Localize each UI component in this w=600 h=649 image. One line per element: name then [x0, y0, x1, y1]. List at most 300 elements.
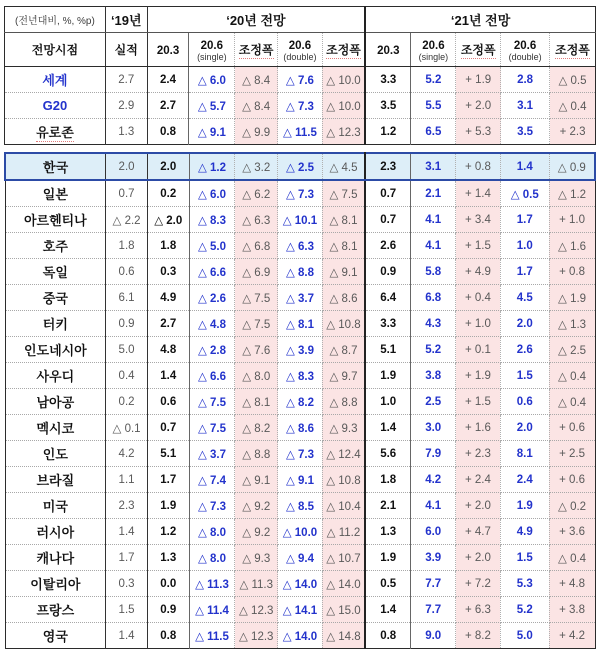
value-cell: 2.3: [106, 493, 148, 519]
value-cell: + 1.5: [456, 389, 501, 415]
value-cell: △ 8.6: [322, 285, 365, 311]
aggregate-rows: [5, 67, 596, 145]
value-cell: △ 11.3: [235, 571, 278, 597]
value-cell: + 0.8: [456, 153, 501, 180]
value-cell: + 0.1: [456, 337, 501, 363]
value-cell: △ 8.2: [235, 415, 278, 441]
col-2021-adjustment-1: 조정폭: [456, 33, 501, 67]
value-cell: 1.5: [500, 363, 549, 389]
value-cell: △ 8.1: [322, 233, 365, 259]
value-cell: △ 1.9: [549, 285, 595, 311]
value-cell: + 4.9: [456, 259, 501, 285]
value-cell: 0.6: [147, 389, 189, 415]
value-cell: 3.5: [501, 119, 550, 145]
row-label: 브라질: [5, 467, 106, 493]
table-row: [5, 259, 595, 285]
row-label: 아르헨티나: [5, 207, 106, 233]
value-cell: 0.7: [106, 180, 148, 207]
value-cell: △ 7.6: [278, 67, 323, 93]
value-cell: 1.9: [365, 363, 411, 389]
section-divider-gap: [4, 145, 596, 152]
value-cell: △ 11.5: [278, 119, 323, 145]
row-label: 한국: [5, 153, 106, 180]
value-cell: 0.8: [147, 119, 189, 145]
value-cell: △ 0.4: [549, 363, 595, 389]
value-cell: △ 7.3: [278, 441, 323, 467]
value-cell: 1.4: [147, 363, 189, 389]
col-2019-actual: 실적: [105, 33, 147, 67]
value-cell: 1.4: [106, 623, 148, 649]
value-cell: 1.4: [365, 597, 411, 623]
value-cell: 8.1: [500, 441, 549, 467]
value-cell: 2.9: [105, 93, 147, 119]
value-cell: 0.9: [365, 259, 411, 285]
value-cell: △ 10.0: [322, 93, 365, 119]
value-cell: △ 6.6: [189, 259, 235, 285]
value-cell: + 3.4: [456, 207, 501, 233]
row-label: 프랑스: [5, 597, 106, 623]
value-cell: 2.1: [411, 180, 456, 207]
value-cell: △ 9.2: [235, 519, 278, 545]
value-cell: △ 8.5: [278, 493, 323, 519]
value-cell: 0.2: [106, 389, 148, 415]
header-row-subcols: [5, 33, 596, 67]
value-cell: △ 3.2: [235, 153, 278, 180]
value-cell: 1.1: [106, 467, 148, 493]
value-cell: 3.8: [411, 363, 456, 389]
value-cell: 2.0: [106, 153, 148, 180]
value-cell: △ 7.6: [235, 337, 278, 363]
value-cell: 0.7: [365, 207, 411, 233]
value-cell: + 2.5: [549, 441, 595, 467]
value-cell: △ 6.8: [235, 233, 278, 259]
value-cell: + 3.6: [549, 519, 595, 545]
value-cell: 5.2: [411, 337, 456, 363]
value-cell: 4.1: [411, 233, 456, 259]
value-cell: 3.3: [365, 311, 411, 337]
value-cell: △ 6.0: [189, 180, 235, 207]
value-cell: △ 6.0: [189, 67, 235, 93]
table-row: [5, 180, 595, 207]
col-2020-june-single: 20.6 (single): [189, 33, 235, 67]
value-cell: △ 7.5: [322, 180, 365, 207]
value-cell: △ 14.8: [322, 623, 365, 649]
value-cell: 3.3: [365, 67, 411, 93]
value-cell: △ 0.5: [500, 180, 549, 207]
value-cell: △ 8.1: [322, 207, 365, 233]
value-cell: 2.8: [501, 67, 550, 93]
value-cell: 3.5: [365, 93, 411, 119]
value-cell: 1.3: [365, 519, 411, 545]
value-cell: 4.1: [411, 207, 456, 233]
value-cell: △ 9.1: [235, 467, 278, 493]
value-cell: 1.2: [365, 119, 411, 145]
value-cell: 1.7: [147, 467, 189, 493]
value-cell: △ 9.1: [322, 259, 365, 285]
value-cell: △ 0.2: [549, 493, 595, 519]
row-label: 러시아: [5, 519, 106, 545]
table-row: [5, 415, 595, 441]
value-cell: 4.5: [500, 285, 549, 311]
col-2020-june-double: 20.6 (double): [278, 33, 323, 67]
value-cell: △ 14.1: [278, 597, 323, 623]
value-cell: 5.5: [411, 93, 456, 119]
value-cell: + 4.2: [549, 623, 595, 649]
value-cell: △ 6.9: [235, 259, 278, 285]
value-cell: 1.2: [147, 519, 189, 545]
value-cell: 4.1: [411, 493, 456, 519]
value-cell: 0.8: [147, 623, 189, 649]
value-cell: 2.0: [500, 415, 549, 441]
value-cell: △ 12.3: [235, 623, 278, 649]
value-cell: △ 8.4: [235, 67, 278, 93]
value-cell: △ 5.7: [189, 93, 235, 119]
table-row: [5, 493, 595, 519]
value-cell: △ 0.4: [549, 545, 595, 571]
value-cell: 2.6: [365, 233, 411, 259]
row-label: 유로존: [5, 119, 106, 145]
value-cell: + 6.3: [456, 597, 501, 623]
value-cell: 0.0: [147, 571, 189, 597]
value-cell: △ 8.2: [278, 389, 323, 415]
value-cell: 7.7: [411, 571, 456, 597]
value-cell: △ 2.5: [549, 337, 595, 363]
value-cell: 4.2: [411, 467, 456, 493]
value-cell: + 1.5: [456, 233, 501, 259]
value-cell: △ 7.5: [235, 285, 278, 311]
table-row: [5, 519, 595, 545]
value-cell: △ 1.3: [549, 311, 595, 337]
value-cell: 4.2: [106, 441, 148, 467]
table-row: [5, 545, 595, 571]
value-cell: 4.9: [147, 285, 189, 311]
value-cell: 3.0: [411, 415, 456, 441]
row-label: 이탈리아: [5, 571, 106, 597]
value-cell: + 1.0: [549, 207, 595, 233]
value-cell: 2.3: [365, 153, 411, 180]
value-cell: △ 7.5: [235, 311, 278, 337]
value-cell: △ 10.8: [322, 311, 365, 337]
value-cell: 5.6: [365, 441, 411, 467]
value-cell: △ 6.3: [278, 233, 323, 259]
value-cell: △ 11.3: [189, 571, 235, 597]
row-label: 세계: [5, 67, 106, 93]
value-cell: 5.8: [411, 259, 456, 285]
value-cell: 3.1: [501, 93, 550, 119]
value-cell: 0.6: [500, 389, 549, 415]
value-cell: △ 7.3: [189, 493, 235, 519]
value-cell: △ 8.8: [235, 441, 278, 467]
value-cell: 1.8: [147, 233, 189, 259]
value-cell: + 1.6: [456, 415, 501, 441]
value-cell: 6.8: [411, 285, 456, 311]
value-cell: △ 10.7: [322, 545, 365, 571]
value-cell: 2.7: [105, 67, 147, 93]
value-cell: △ 7.5: [189, 389, 235, 415]
value-cell: 1.0: [365, 389, 411, 415]
value-cell: 9.0: [411, 623, 456, 649]
table-row: [5, 233, 595, 259]
table-row: [5, 623, 595, 649]
value-cell: + 4.8: [549, 571, 595, 597]
value-cell: 2.0: [500, 311, 549, 337]
value-cell: 7.7: [411, 597, 456, 623]
col-2020-march: 20.3: [147, 33, 189, 67]
value-cell: 1.9: [147, 493, 189, 519]
table-row: [5, 119, 596, 145]
header-row-years: [5, 7, 596, 33]
value-cell: △ 8.0: [235, 363, 278, 389]
value-cell: + 3.8: [549, 597, 595, 623]
value-cell: △ 5.0: [189, 233, 235, 259]
value-cell: + 0.8: [549, 259, 595, 285]
value-cell: + 2.0: [456, 545, 501, 571]
value-cell: △ 3.7: [189, 441, 235, 467]
value-cell: 1.4: [106, 519, 148, 545]
value-cell: + 1.4: [456, 180, 501, 207]
value-cell: △ 2.2: [106, 207, 148, 233]
row-label: 캐나다: [5, 545, 106, 571]
value-cell: + 1.9: [456, 67, 501, 93]
table-row: [5, 285, 595, 311]
value-cell: 1.8: [106, 233, 148, 259]
unit-note: (전년대비, %, %p): [5, 7, 106, 33]
value-cell: △ 0.5: [550, 67, 596, 93]
col-group-2019: ‘19년: [105, 7, 147, 33]
value-cell: + 1.9: [456, 363, 501, 389]
value-cell: △ 1.2: [549, 180, 595, 207]
value-cell: △ 7.3: [278, 93, 323, 119]
value-cell: △ 10.0: [322, 67, 365, 93]
value-cell: 0.2: [147, 180, 189, 207]
value-cell: △ 3.7: [278, 285, 323, 311]
value-cell: 1.9: [365, 545, 411, 571]
value-cell: + 2.3: [456, 441, 501, 467]
value-cell: △ 1.6: [549, 233, 595, 259]
value-cell: △ 7.3: [278, 180, 323, 207]
value-cell: 2.5: [411, 389, 456, 415]
value-cell: △ 8.8: [278, 259, 323, 285]
value-cell: △ 14.0: [278, 571, 323, 597]
value-cell: + 2.0: [456, 93, 501, 119]
value-cell: 0.3: [106, 571, 148, 597]
row-label: 터키: [5, 311, 106, 337]
value-cell: 1.9: [500, 493, 549, 519]
value-cell: △ 14.0: [278, 623, 323, 649]
value-cell: △ 8.3: [278, 363, 323, 389]
value-cell: △ 10.0: [278, 519, 323, 545]
gdp-forecast-table-country-section: [4, 152, 596, 649]
value-cell: △ 9.1: [189, 119, 235, 145]
table-row: [5, 571, 595, 597]
value-cell: △ 9.1: [278, 467, 323, 493]
row-label: G20: [5, 93, 106, 119]
value-cell: 4.3: [411, 311, 456, 337]
value-cell: 2.7: [147, 311, 189, 337]
row-label: 호주: [5, 233, 106, 259]
value-cell: 3.1: [411, 153, 456, 180]
table-row: [5, 467, 595, 493]
value-cell: 2.7: [147, 93, 189, 119]
value-cell: △ 14.0: [322, 571, 365, 597]
value-cell: 0.9: [106, 311, 148, 337]
row-label: 영국: [5, 623, 106, 649]
value-cell: 1.3: [147, 545, 189, 571]
value-cell: + 7.2: [456, 571, 501, 597]
value-cell: △ 4.8: [189, 311, 235, 337]
value-cell: 0.9: [147, 597, 189, 623]
row-label: 멕시코: [5, 415, 106, 441]
table-row: [5, 389, 595, 415]
value-cell: △ 11.5: [189, 623, 235, 649]
value-cell: △ 4.5: [322, 153, 365, 180]
value-cell: 1.8: [365, 467, 411, 493]
value-cell: 3.9: [411, 545, 456, 571]
col-group-2021-forecast: ‘21년 전망: [365, 7, 595, 33]
col-2020-adjustment-2: 조정폭: [322, 33, 365, 67]
row-label: 남아공: [5, 389, 106, 415]
value-cell: + 2.3: [550, 119, 596, 145]
value-cell: △ 10.8: [322, 467, 365, 493]
value-cell: + 2.4: [456, 467, 501, 493]
value-cell: △ 2.0: [147, 207, 189, 233]
value-cell: + 1.0: [456, 311, 501, 337]
value-cell: 4.9: [500, 519, 549, 545]
value-cell: 1.4: [365, 415, 411, 441]
value-cell: △ 7.4: [189, 467, 235, 493]
value-cell: 5.1: [147, 441, 189, 467]
value-cell: 1.5: [500, 545, 549, 571]
value-cell: △ 0.1: [106, 415, 148, 441]
value-cell: + 0.6: [549, 415, 595, 441]
table-row: [5, 311, 595, 337]
value-cell: 5.0: [500, 623, 549, 649]
value-cell: 0.7: [365, 180, 411, 207]
value-cell: 2.4: [500, 467, 549, 493]
value-cell: 0.4: [106, 363, 148, 389]
value-cell: 1.3: [105, 119, 147, 145]
col-group-2020-forecast: ‘20년 전망: [147, 7, 365, 33]
value-cell: 0.6: [106, 259, 148, 285]
value-cell: △ 12.3: [235, 597, 278, 623]
table-row: [5, 597, 595, 623]
value-cell: △ 8.4: [235, 93, 278, 119]
col-2021-june-single: 20.6 (single): [411, 33, 456, 67]
row-label: 중국: [5, 285, 106, 311]
row-label: 인도: [5, 441, 106, 467]
value-cell: △ 0.4: [550, 93, 596, 119]
value-cell: 1.0: [500, 233, 549, 259]
value-cell: △ 9.9: [235, 119, 278, 145]
row-label: 독일: [5, 259, 106, 285]
table-row: [5, 153, 595, 180]
value-cell: 1.7: [500, 207, 549, 233]
value-cell: + 4.7: [456, 519, 501, 545]
value-cell: △ 15.0: [322, 597, 365, 623]
value-cell: △ 3.9: [278, 337, 323, 363]
row-label: 일본: [5, 180, 106, 207]
value-cell: △ 9.3: [322, 415, 365, 441]
value-cell: △ 9.7: [322, 363, 365, 389]
value-cell: 1.4: [500, 153, 549, 180]
value-cell: 0.7: [147, 415, 189, 441]
value-cell: 6.5: [411, 119, 456, 145]
value-cell: △ 6.2: [235, 180, 278, 207]
value-cell: △ 8.1: [278, 311, 323, 337]
value-cell: 0.3: [147, 259, 189, 285]
value-cell: 5.1: [365, 337, 411, 363]
value-cell: △ 1.2: [189, 153, 235, 180]
col-2021-june-double: 20.6 (double): [501, 33, 550, 67]
table-row: [5, 337, 595, 363]
value-cell: 6.4: [365, 285, 411, 311]
col-2020-adjustment-1: 조정폭: [235, 33, 278, 67]
value-cell: 6.1: [106, 285, 148, 311]
value-cell: 2.0: [147, 153, 189, 180]
value-cell: 6.0: [411, 519, 456, 545]
value-cell: 5.2: [411, 67, 456, 93]
table-row: [5, 67, 596, 93]
value-cell: 5.0: [106, 337, 148, 363]
value-cell: 2.1: [365, 493, 411, 519]
value-cell: + 2.0: [456, 493, 501, 519]
value-cell: △ 8.3: [189, 207, 235, 233]
value-cell: △ 10.4: [322, 493, 365, 519]
value-cell: △ 2.5: [278, 153, 323, 180]
value-cell: △ 12.4: [322, 441, 365, 467]
table-row: [5, 93, 596, 119]
value-cell: △ 11.4: [189, 597, 235, 623]
value-cell: △ 6.6: [189, 363, 235, 389]
value-cell: △ 6.3: [235, 207, 278, 233]
gdp-forecast-table-header-section: [4, 6, 596, 145]
value-cell: 2.6: [500, 337, 549, 363]
value-cell: △ 8.1: [235, 389, 278, 415]
value-cell: 2.4: [147, 67, 189, 93]
value-cell: + 5.3: [456, 119, 501, 145]
value-cell: + 8.2: [456, 623, 501, 649]
value-cell: △ 0.9: [549, 153, 595, 180]
row-label: 미국: [5, 493, 106, 519]
table-row: [5, 441, 595, 467]
table-row: [5, 363, 595, 389]
table-header: [5, 7, 596, 67]
col-2021-adjustment-2: 조정폭: [550, 33, 596, 67]
value-cell: △ 2.8: [189, 337, 235, 363]
row-label: 인도네시아: [5, 337, 106, 363]
value-cell: △ 9.4: [278, 545, 323, 571]
value-cell: 4.8: [147, 337, 189, 363]
value-cell: 1.5: [106, 597, 148, 623]
value-cell: △ 8.0: [189, 545, 235, 571]
country-rows: [5, 153, 595, 649]
col-2021-march: 20.3: [365, 33, 411, 67]
value-cell: △ 12.3: [322, 119, 365, 145]
value-cell: △ 2.6: [189, 285, 235, 311]
table-row: [5, 207, 595, 233]
value-cell: △ 0.4: [549, 389, 595, 415]
value-cell: △ 11.2: [322, 519, 365, 545]
value-cell: + 0.6: [549, 467, 595, 493]
value-cell: △ 8.0: [189, 519, 235, 545]
value-cell: △ 7.5: [189, 415, 235, 441]
value-cell: △ 10.1: [278, 207, 323, 233]
value-cell: 1.7: [106, 545, 148, 571]
value-cell: 5.2: [500, 597, 549, 623]
value-cell: 0.8: [365, 623, 411, 649]
value-cell: 5.3: [500, 571, 549, 597]
value-cell: 0.5: [365, 571, 411, 597]
